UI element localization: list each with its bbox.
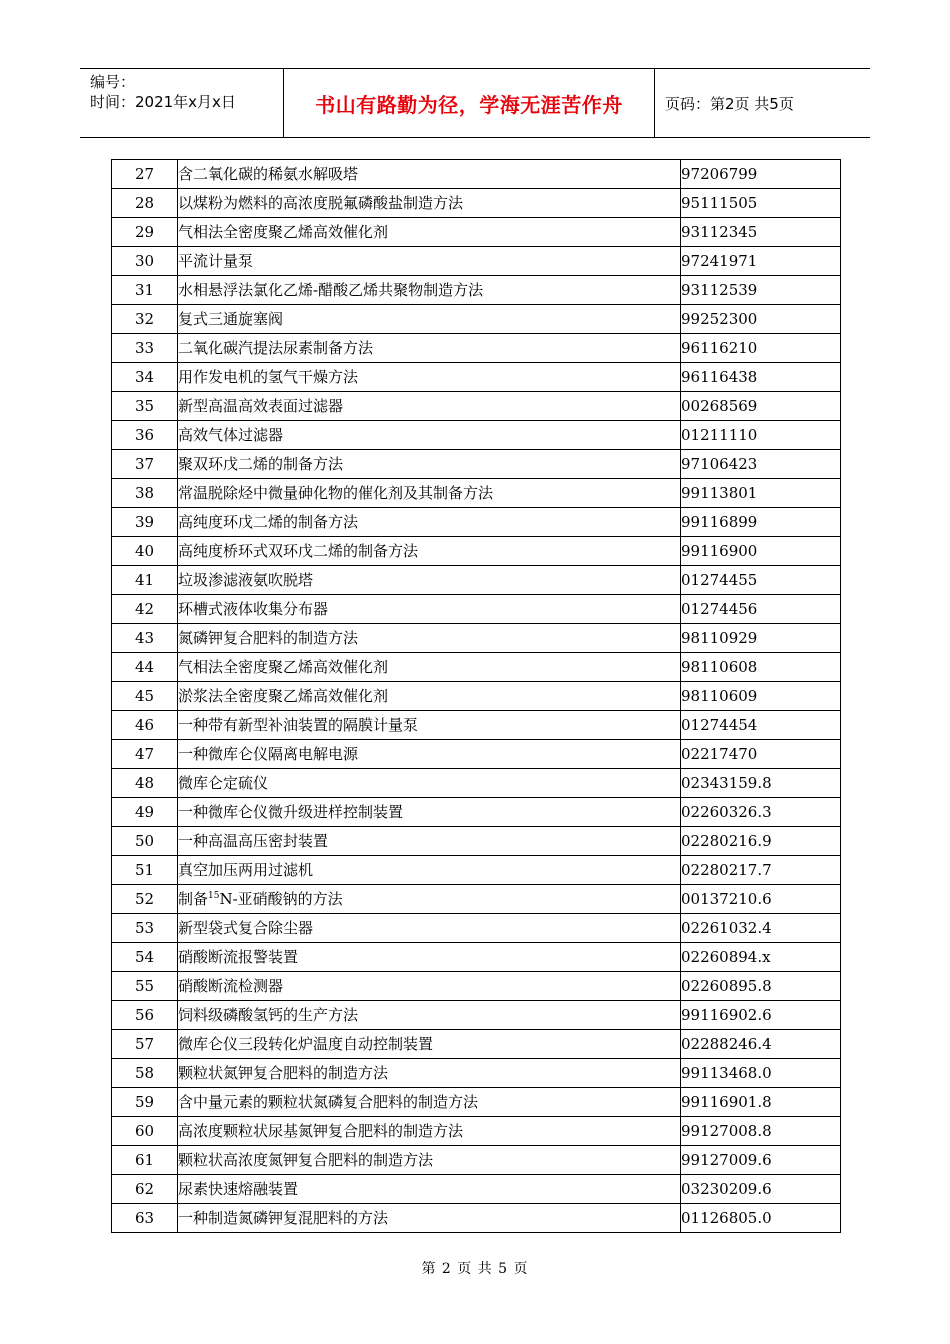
table-row xyxy=(112,189,841,218)
patent-name: 微库仑定硫仪 xyxy=(178,769,681,798)
table-row xyxy=(112,943,841,972)
table-row xyxy=(112,421,841,450)
patent-name: 新型高温高效表面过滤器 xyxy=(178,392,681,421)
row-number: 47 xyxy=(112,740,178,769)
row-number: 50 xyxy=(112,827,178,856)
patent-number: 01274454 xyxy=(681,711,841,740)
table-row xyxy=(112,305,841,334)
table-row xyxy=(112,160,841,189)
patent-name: 微库仑仪三段转化炉温度自动控制装置 xyxy=(178,1030,681,1059)
table-row xyxy=(112,218,841,247)
table-row xyxy=(112,537,841,566)
patent-number: 98110608 xyxy=(681,653,841,682)
page-header xyxy=(80,68,870,138)
patent-number: 03230209.6 xyxy=(681,1175,841,1204)
table-row xyxy=(112,450,841,479)
table-row xyxy=(112,566,841,595)
row-number: 31 xyxy=(112,276,178,305)
patent-number: 02343159.8 xyxy=(681,769,841,798)
patent-name: 环槽式液体收集分布器 xyxy=(178,595,681,624)
patent-name-prefix: 制备 xyxy=(178,890,209,908)
patent-number: 01126805.0 xyxy=(681,1204,841,1233)
patent-number: 97206799 xyxy=(681,160,841,189)
patent-name: 聚双环戊二烯的制备方法 xyxy=(178,450,681,479)
header-motto: 书山有路勤为径，学海无涯苦作舟 xyxy=(283,69,655,137)
table-row xyxy=(112,508,841,537)
patent-name: 氮磷钾复合肥料的制造方法 xyxy=(178,624,681,653)
row-number: 29 xyxy=(112,218,178,247)
patent-number: 01211110 xyxy=(681,421,841,450)
table-row xyxy=(112,1001,841,1030)
table-row xyxy=(112,798,841,827)
table-row xyxy=(112,1204,841,1233)
patent-name: 硝酸断流报警装置 xyxy=(178,943,681,972)
patent-number: 93112345 xyxy=(681,218,841,247)
patent-number: 00137210.6 xyxy=(681,885,841,914)
table-row xyxy=(112,1175,841,1204)
patent-name: 高浓度颗粒状尿基氮钾复合肥料的制造方法 xyxy=(178,1117,681,1146)
row-number: 61 xyxy=(112,1146,178,1175)
patent-number: 02288246.4 xyxy=(681,1030,841,1059)
patent-name: 含二氧化碳的稀氨水解吸塔 xyxy=(178,160,681,189)
patent-name: 饲料级磷酸氢钙的生产方法 xyxy=(178,1001,681,1030)
table-row xyxy=(112,914,841,943)
patent-number: 96116438 xyxy=(681,363,841,392)
patent-name: 用作发电机的氢气干燥方法 xyxy=(178,363,681,392)
row-number: 30 xyxy=(112,247,178,276)
row-number: 59 xyxy=(112,1088,178,1117)
header-page-info: 页码：第2页 共5页 xyxy=(665,94,794,113)
patent-number: 98110929 xyxy=(681,624,841,653)
row-number: 51 xyxy=(112,856,178,885)
row-number: 46 xyxy=(112,711,178,740)
patent-number: 02261032.4 xyxy=(681,914,841,943)
patent-name: 气相法全密度聚乙烯高效催化剂 xyxy=(178,653,681,682)
row-number: 52 xyxy=(112,885,178,914)
patent-number: 97106423 xyxy=(681,450,841,479)
serial-label: 编号： xyxy=(90,73,136,91)
patent-name: 淤浆法全密度聚乙烯高效催化剂 xyxy=(178,682,681,711)
table-row xyxy=(112,653,841,682)
patent-number: 02260894.x xyxy=(681,943,841,972)
table-row xyxy=(112,334,841,363)
patent-number: 02280216.9 xyxy=(681,827,841,856)
row-number: 27 xyxy=(112,160,178,189)
patent-name: 高效气体过滤器 xyxy=(178,421,681,450)
header-meta xyxy=(80,69,283,137)
patent-number: 95111505 xyxy=(681,189,841,218)
patent-name: 常温脱除烃中微量砷化物的催化剂及其制备方法 xyxy=(178,479,681,508)
row-number: 28 xyxy=(112,189,178,218)
table-row xyxy=(112,479,841,508)
row-number: 41 xyxy=(112,566,178,595)
patent-name: 高纯度桥环式双环戊二烯的制备方法 xyxy=(178,537,681,566)
table-row xyxy=(112,392,841,421)
row-number: 43 xyxy=(112,624,178,653)
row-number: 56 xyxy=(112,1001,178,1030)
patent-number: 02280217.7 xyxy=(681,856,841,885)
row-number: 37 xyxy=(112,450,178,479)
isotope-superscript: 15 xyxy=(208,891,220,901)
table-row xyxy=(112,624,841,653)
patent-name: 高纯度环戊二烯的制备方法 xyxy=(178,508,681,537)
patent-name: 一种制造氮磷钾复混肥料的方法 xyxy=(178,1204,681,1233)
table-row xyxy=(112,856,841,885)
table-row xyxy=(112,682,841,711)
patent-number: 96116210 xyxy=(681,334,841,363)
table-row xyxy=(112,363,841,392)
row-number: 35 xyxy=(112,392,178,421)
patent-number: 99116899 xyxy=(681,508,841,537)
patent-number: 99252300 xyxy=(681,305,841,334)
patent-name: 垃圾渗滤液氨吹脱塔 xyxy=(178,566,681,595)
row-number: 63 xyxy=(112,1204,178,1233)
table-row xyxy=(112,276,841,305)
table-row xyxy=(112,1146,841,1175)
patent-name: 一种高温高压密封装置 xyxy=(178,827,681,856)
patent-number: 02217470 xyxy=(681,740,841,769)
patent-name: 颗粒状氮钾复合肥料的制造方法 xyxy=(178,1059,681,1088)
row-number: 34 xyxy=(112,363,178,392)
row-number: 62 xyxy=(112,1175,178,1204)
patent-number: 00268569 xyxy=(681,392,841,421)
row-number: 57 xyxy=(112,1030,178,1059)
patent-number: 97241971 xyxy=(681,247,841,276)
row-number: 55 xyxy=(112,972,178,1001)
patent-number: 99127009.6 xyxy=(681,1146,841,1175)
row-number: 32 xyxy=(112,305,178,334)
patent-number: 99127008.8 xyxy=(681,1117,841,1146)
table-row xyxy=(112,769,841,798)
row-number: 33 xyxy=(112,334,178,363)
patent-number: 99116900 xyxy=(681,537,841,566)
table-row xyxy=(112,827,841,856)
patent-name: 一种带有新型补油装置的隔膜计量泵 xyxy=(178,711,681,740)
patent-number: 02260895.8 xyxy=(681,972,841,1001)
patent-table xyxy=(111,159,841,1233)
patent-name: 尿素快速熔融装置 xyxy=(178,1175,681,1204)
row-number: 58 xyxy=(112,1059,178,1088)
patent-name: 一种微库仑仪隔离电解电源 xyxy=(178,740,681,769)
row-number: 44 xyxy=(112,653,178,682)
time-label: 时间：2021年x月x日 xyxy=(90,93,236,111)
patent-number: 02260326.3 xyxy=(681,798,841,827)
table-row xyxy=(112,1117,841,1146)
patent-number: 99113801 xyxy=(681,479,841,508)
patent-number: 98110609 xyxy=(681,682,841,711)
row-number: 53 xyxy=(112,914,178,943)
patent-name: 真空加压两用过滤机 xyxy=(178,856,681,885)
table-row xyxy=(112,972,841,1001)
patent-name: 二氧化碳汽提法尿素制备方法 xyxy=(178,334,681,363)
patent-name: 硝酸断流检测器 xyxy=(178,972,681,1001)
table-row xyxy=(112,247,841,276)
patent-name: 复式三通旋塞阀 xyxy=(178,305,681,334)
patent-name xyxy=(178,885,681,914)
patent-number: 99116902.6 xyxy=(681,1001,841,1030)
row-number: 54 xyxy=(112,943,178,972)
row-number: 49 xyxy=(112,798,178,827)
row-number: 36 xyxy=(112,421,178,450)
table-row xyxy=(112,1059,841,1088)
patent-name-rest: N-亚硝酸钠的方法 xyxy=(219,890,343,908)
patent-name: 以煤粉为燃料的高浓度脱氟磷酸盐制造方法 xyxy=(178,189,681,218)
row-number: 40 xyxy=(112,537,178,566)
table-row xyxy=(112,1030,841,1059)
table-row xyxy=(112,595,841,624)
table-row xyxy=(112,711,841,740)
row-number: 48 xyxy=(112,769,178,798)
patent-name: 一种微库仑仪微升级进样控制装置 xyxy=(178,798,681,827)
patent-name: 含中量元素的颗粒状氮磷复合肥料的制造方法 xyxy=(178,1088,681,1117)
page-footer: 第 2 页 共 5 页 xyxy=(421,1261,529,1277)
table-row xyxy=(112,740,841,769)
patent-number: 99116901.8 xyxy=(681,1088,841,1117)
row-number: 42 xyxy=(112,595,178,624)
table-row xyxy=(112,1088,841,1117)
patent-name: 气相法全密度聚乙烯高效催化剂 xyxy=(178,218,681,247)
patent-number: 01274455 xyxy=(681,566,841,595)
patent-name: 水相悬浮法氯化乙烯-醋酸乙烯共聚物制造方法 xyxy=(178,276,681,305)
patent-number: 93112539 xyxy=(681,276,841,305)
patent-number: 99113468.0 xyxy=(681,1059,841,1088)
row-number: 45 xyxy=(112,682,178,711)
patent-name: 新型袋式复合除尘器 xyxy=(178,914,681,943)
row-number: 38 xyxy=(112,479,178,508)
patent-name: 平流计量泵 xyxy=(178,247,681,276)
row-number: 60 xyxy=(112,1117,178,1146)
patent-name: 颗粒状高浓度氮钾复合肥料的制造方法 xyxy=(178,1146,681,1175)
row-number: 39 xyxy=(112,508,178,537)
table-row xyxy=(112,885,841,914)
patent-number: 01274456 xyxy=(681,595,841,624)
